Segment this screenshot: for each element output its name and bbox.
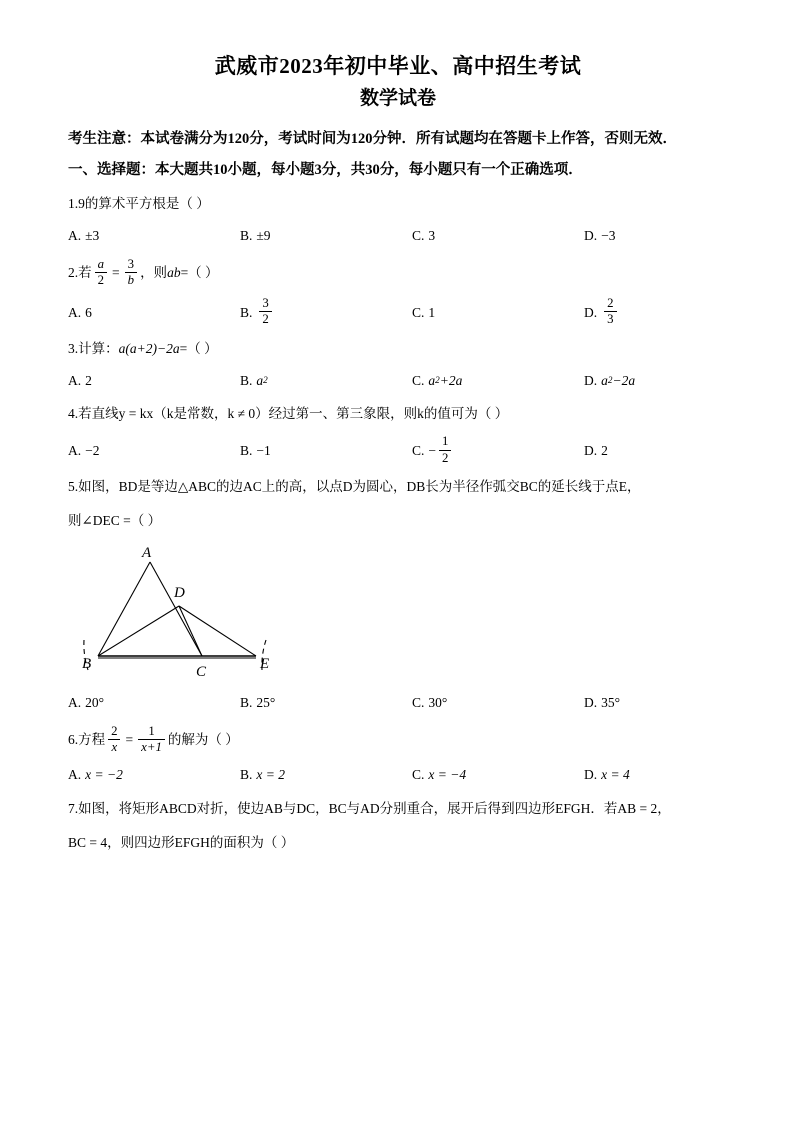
question-5-option-d[interactable] [584,690,728,716]
question-3-number: 3. [68,340,79,356]
question-5-option-c[interactable] [412,690,584,716]
question-1-stem [68,190,728,217]
question-2-option-a[interactable] [68,298,240,328]
question-2-number: 2. [68,264,79,280]
option-text: 30° [428,695,448,711]
option-base: a [256,372,264,388]
question-5-options [68,690,728,716]
question-5-figure [68,544,728,684]
option-text: 1 [428,304,436,320]
fraction-numerator: 3 [262,295,269,310]
question-6-prefix: 方程 [78,731,106,747]
question-6-option-b[interactable] [240,762,412,788]
option-text: x = −2 [85,766,123,782]
option-sign: − [428,443,437,459]
fraction-denominator: 2 [95,272,107,287]
fraction-denominator: 2 [439,450,451,465]
option-text: x = −4 [428,766,467,782]
equals-sign: = [125,731,134,747]
option-label: A. [68,443,82,459]
question-5-number: 5. [68,479,79,495]
option-label: B. [240,227,253,243]
question-5-stem-line-1 [68,473,728,500]
question-4 [68,400,728,466]
question-6-option-a[interactable] [68,762,240,788]
question-6-suffix: 的解为（ ） [167,731,239,747]
option-text: 20° [85,695,105,711]
question-1-option-b[interactable] [240,223,412,249]
triangle-abc-arc-diagram [74,544,314,684]
question-1-options [68,223,728,249]
option-label: C. [412,227,425,243]
question-6-option-d[interactable] [584,762,728,788]
question-3-option-a[interactable] [68,368,240,394]
question-2-mid: ，则 [140,264,168,280]
question-6-number: 6. [68,731,79,747]
segment-bd [98,606,179,656]
fraction-1-over-2 [439,435,451,465]
option-label: B. [240,304,253,320]
option-label: D. [584,227,598,243]
option-label: D. [584,695,598,711]
question-5 [68,473,728,716]
option-label: D. [584,443,598,459]
option-label: C. [412,766,425,782]
option-base: a [428,372,436,388]
question-4-option-d[interactable] [584,436,728,466]
question-3-option-c[interactable]: C. a 2 +2a [412,368,584,394]
section-heading-multiple-choice: 一、选择题：本大题共10小题，每小题3分，共30分，每小题只有一个正确选项． [68,162,583,179]
option-tail: +2a [439,372,463,388]
option-label: B. [240,695,253,711]
option-label: A. [68,766,82,782]
question-2-stem [68,256,728,289]
equals-sign: = [112,264,120,280]
option-text: 2 [85,372,92,388]
fraction-2-over-x [108,725,120,755]
option-label: C. [412,443,425,459]
question-4-number: 4. [68,406,79,422]
question-2-option-c[interactable] [412,298,584,328]
option-label: C. [412,304,425,320]
fraction-numerator: a [97,256,105,271]
option-label: A. [68,304,82,320]
exam-notice: 考生注意：本试卷满分为120分，考试时间为120分钟．所有试题均在答题卡上作答，否则无效． [68,130,677,147]
question-3-suffix: =（ ） [179,340,218,356]
question-6 [68,723,728,788]
option-text: −2 [85,443,100,459]
option-text: 6 [85,304,92,320]
option-text: 3 [428,227,436,243]
vertex-label-d: D [174,585,185,602]
question-4-text: 若直线y = kx（k是常数，k ≠ 0）经过第一、第三象限，则k的值可为（ ） [78,406,509,422]
question-4-stem [68,400,728,427]
question-7-text-line-1: 如图，将矩形ABCD对折，使边AB与DC，BC与AD分别重合，展开后得到四边形EFGH．若AB = 2， [78,800,671,816]
variable-ab: ab [167,264,181,280]
fraction-denominator: b [125,272,137,287]
question-7 [68,795,728,856]
option-label: B. [240,766,253,782]
option-text: −3 [601,227,616,243]
fraction-a-over-2 [95,258,107,288]
option-text: 2 [601,443,608,459]
question-4-options [68,436,728,466]
question-5-text-line-1: 如图，BD是等边△ABC的边AC上的高，以点D为圆心，DB长为半径作弧交BC的延长线于点E， [78,479,641,495]
expression-a-times-a-plus-2-minus-2a: a(a+2)−2a [118,340,180,356]
option-text: x = 4 [601,766,630,782]
question-3-prefix: 计算： [78,340,119,356]
fraction-numerator: 1 [148,723,155,738]
vertex-label-c: C [196,664,207,681]
question-1-option-a[interactable] [68,223,240,249]
fraction-denominator: 2 [259,311,271,326]
option-text: x = 2 [256,766,285,782]
fraction-3-over-2 [259,297,271,327]
option-label: C. [412,695,425,711]
question-1-option-d[interactable] [584,223,728,249]
question-2-options [68,295,728,328]
fraction-numerator: 2 [607,295,614,310]
question-1-option-c[interactable] [412,223,584,249]
option-label: B. [240,443,253,459]
fraction-2-over-3 [604,297,616,327]
question-2 [68,256,728,328]
question-3 [68,335,728,394]
question-4-option-a[interactable] [68,436,240,466]
question-4-option-c[interactable] [412,436,584,466]
question-7-number: 7. [68,800,79,816]
question-7-text-line-2: BC = 4，则四边形EFGH的面积为（ ） [68,834,295,850]
question-1-number: 1. [68,195,79,211]
fraction-numerator: 1 [442,434,449,449]
option-label: C. [412,372,425,388]
question-4-option-b[interactable] [240,436,412,466]
question-5-option-a[interactable] [68,690,240,716]
question-2-suffix: =（ ） [180,264,219,280]
page-subtitle: 数学试卷 [359,88,436,110]
question-2-prefix: 若 [78,264,92,280]
question-3-option-b[interactable]: B. a 2 [240,368,412,394]
vertex-label-b: B [82,656,92,673]
option-label: A. [68,695,82,711]
option-label: B. [240,372,253,388]
question-2-option-d[interactable] [584,295,728,328]
question-6-stem [68,723,728,756]
fraction-denominator: x+1 [138,739,165,754]
question-3-stem [68,335,728,362]
question-5-stem-line-2 [68,507,728,534]
question-7-stem-line-1 [68,795,728,822]
option-text: 35° [601,695,621,711]
question-5-option-b[interactable] [240,690,412,716]
question-3-options [68,368,728,394]
option-label: D. [584,372,598,388]
page-content [68,52,728,858]
fraction-denominator: 3 [604,311,616,326]
question-6-option-c[interactable] [412,762,584,788]
question-2-option-b[interactable] [240,295,412,328]
fraction-3-over-b [125,258,137,288]
question-7-stem-line-2 [68,829,728,856]
question-5-text-line-2: 则∠DEC =（ ） [68,513,162,529]
fraction-1-over-x-plus-1 [138,725,165,755]
vertex-label-e: E [260,656,270,673]
option-base: a [601,372,608,388]
option-label: A. [68,227,82,243]
option-label: D. [584,304,598,320]
fraction-denominator: x [108,739,120,754]
question-3-option-d[interactable]: D. a 2 −2a [584,368,728,394]
fraction-numerator: 3 [127,256,135,271]
option-text: ±9 [256,227,271,243]
question-1 [68,190,728,249]
question-6-options [68,762,728,788]
option-text: −1 [256,443,271,459]
option-text: 25° [256,695,276,711]
segment-ac [150,562,202,656]
segment-ab [98,562,150,656]
option-label: A. [68,372,82,388]
option-label: D. [584,766,598,782]
option-tail: −2a [612,372,636,388]
vertex-label-a: A [142,545,152,562]
fraction-numerator: 2 [111,723,118,738]
page-title: 武威市2023年初中毕业、高中招生考试 [214,54,582,78]
option-text: ±3 [85,227,100,243]
question-1-text: 9的算术平方根是（ ） [78,195,210,211]
